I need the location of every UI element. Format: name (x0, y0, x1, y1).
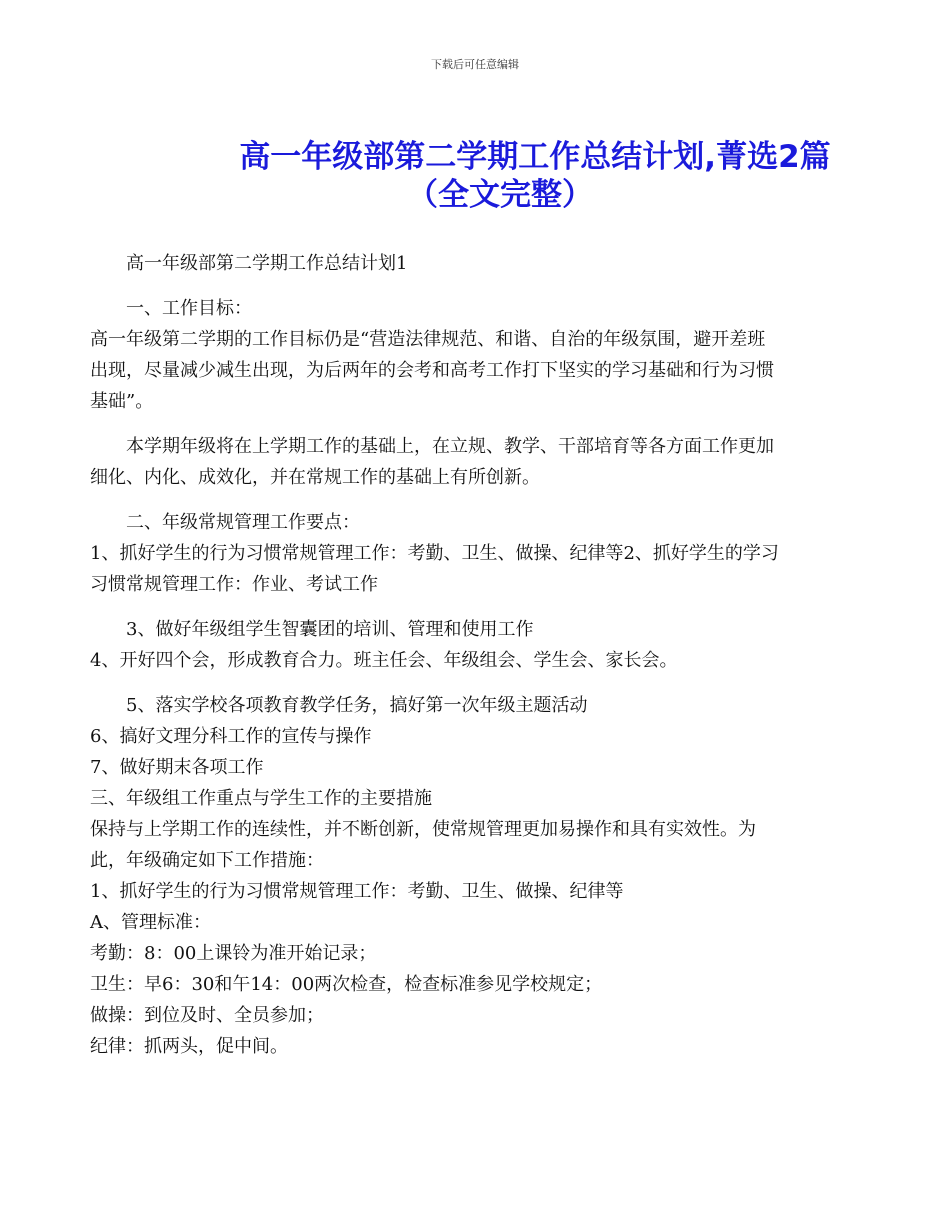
standard-exercise: 做操：到位及时、全员参加； (90, 1005, 324, 1026)
paragraph-line: 出现，尽量减少减生出现，为后两年的会考和高考工作打下坚实的学习基础和行为习惯 (90, 360, 774, 381)
sub-heading-standards: A、管理标准： (90, 912, 211, 933)
list-item: 习惯常规管理工作：作业、考试工作 (90, 574, 378, 595)
standard-discipline: 纪律：抓两头，促中间。 (90, 1036, 288, 1057)
title-line-2: （全文完整） (407, 177, 593, 213)
list-item: 3、做好年级组学生智囊团的培训、管理和使用工作 (126, 619, 534, 640)
paragraph-line: 高一年级第二学期的工作目标仍是“营造法律规范、和谐、自治的年级氛围，避开差班 (90, 329, 766, 350)
paragraph-line: 细化、内化、成效化，并在常规工作的基础上有所创新。 (90, 467, 540, 488)
paragraph-line: 基础”。 (90, 391, 154, 412)
paragraph-line: 本学期年级将在上学期工作的基础上，在立规、教学、干部培育等各方面工作更加 (126, 436, 774, 457)
section-heading-plan-1: 高一年级部第二学期工作总结计划1 (126, 253, 408, 274)
heading-work-goals: 一、工作目标： (126, 298, 252, 319)
paragraph-line: 此，年级确定如下工作措施： (90, 850, 324, 871)
standard-hygiene: 卫生：早6：30和午14：00两次检查，检查标准参见学校规定； (90, 974, 603, 995)
list-item: 7、做好期末各项工作 (90, 757, 264, 778)
list-item: 6、搞好文理分科工作的宣传与操作 (90, 726, 372, 747)
list-item: 5、落实学校各项教育教学任务，搞好第一次年级主题活动 (126, 695, 588, 716)
header-note: 下载后可任意编辑 (431, 58, 519, 71)
title-line-1: 高一年级部第二学期工作总结计划,菁选2篇 (239, 139, 831, 175)
standard-attendance: 考勤：8：00上课铃为准开始记录； (90, 943, 377, 964)
paragraph-line: 保持与上学期工作的连续性，并不断创新，使常规管理更加易操作和具有实效性。为 (90, 819, 756, 840)
list-item: 1、抓好学生的行为习惯常规管理工作：考勤、卫生、做操、纪律等 (90, 881, 624, 902)
list-item: 4、开好四个会，形成教育合力。班主任会、年级组会、学生会、家长会。 (90, 650, 678, 671)
document-body (90, 248, 870, 1062)
heading-routine-management: 二、年级常规管理工作要点： (126, 512, 360, 533)
heading-key-measures: 三、年级组工作重点与学生工作的主要措施 (90, 788, 432, 809)
list-item: 1、抓好学生的行为习惯常规管理工作：考勤、卫生、做操、纪律等2、抓好学生的学习 (90, 543, 779, 564)
document-title (90, 138, 910, 214)
